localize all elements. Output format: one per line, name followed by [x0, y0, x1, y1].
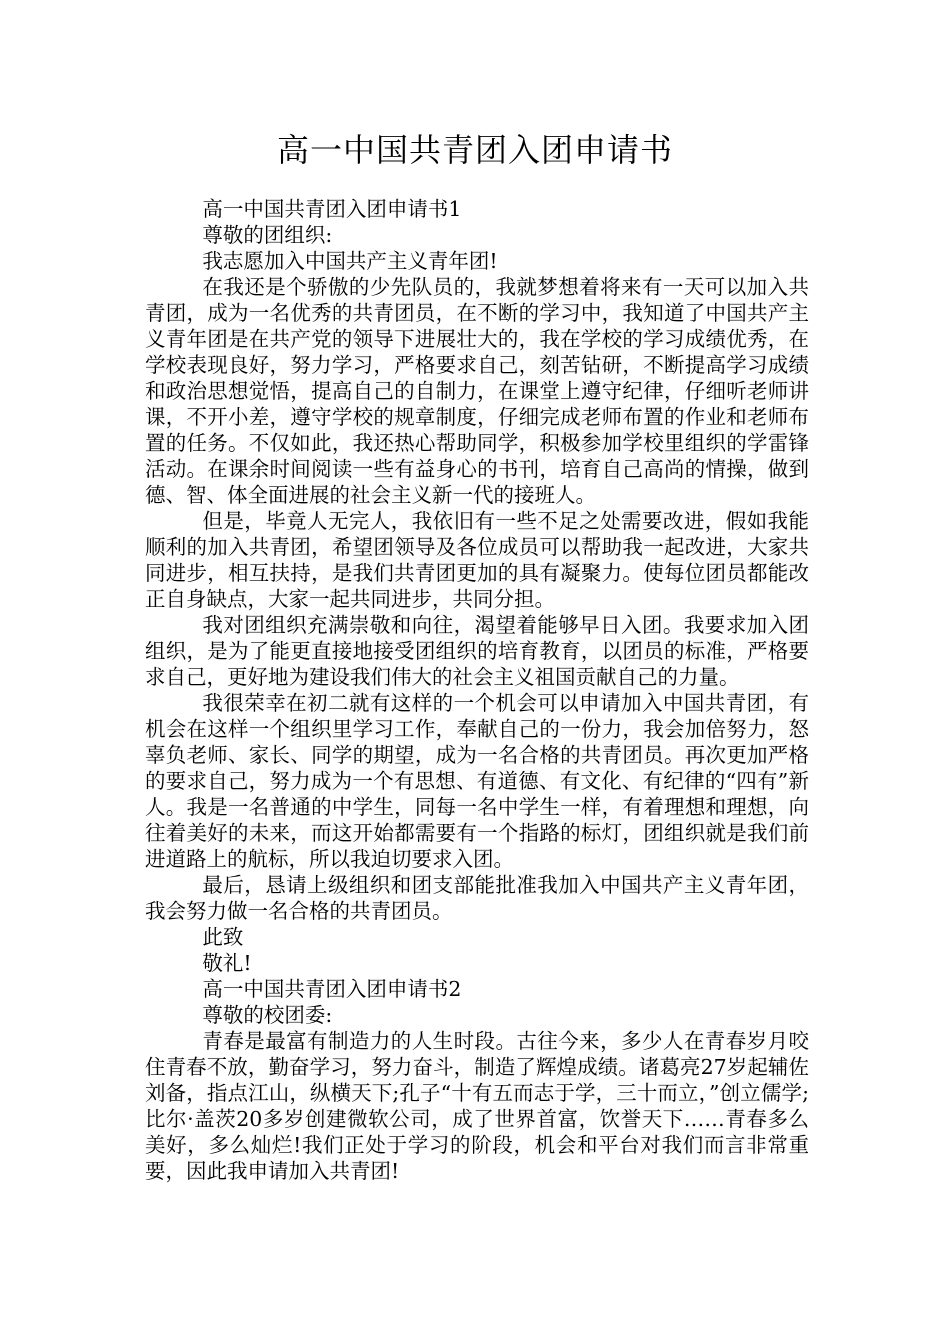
paragraph: 青春是最富有制造力的人生时段。古往今来，多少人在青春岁月咬住青春不放，勤奋学习，努力奋斗，制造了辉煌成绩。诸葛亮27岁起辅佐刘备，指点江山，纵横天下;孔子“十有五而志于学，三十而立，”创立儒学;比尔·盖茨20多岁创建微软公司，成了世界首富，饮誉天下……青春多么美好，多么灿烂!我们正处于学习的阶段，机会和平台对我们而言非常重要，因此我申请加入共青团!: [145, 1029, 809, 1183]
section-heading-1: 高一中国共青团入团申请书1: [202, 197, 462, 221]
salutation-1: 尊敬的团组织:: [202, 223, 333, 247]
paragraph: 我对团组织充满崇敬和向往，渴望着能够早日入团。我要求加入团组织，是为了能更直接地接受团组织的培育教育，以团员的标准，严格要求自己，更好地为建设我们伟大的社会主义祖国贡献自己的力量。: [145, 613, 809, 689]
closing-line: 敬礼!: [202, 951, 252, 975]
document-title: 高一中国共青团入团申请书: [276, 131, 673, 169]
paragraph: 最后，恳请上级组织和团支部能批准我加入中国共产主义青年团，我会努力做一名合格的共青团员。: [145, 873, 809, 923]
paragraph: 在我还是个骄傲的少先队员的，我就梦想着将来有一天可以加入共青团，成为一名优秀的共青团员，在不断的学习中，我知道了中国共产主义青年团是在共产党的领导下进展壮大的，我在学校的学习成绩优秀，在学校表现良好，努力学习，严格要求自己，刻苦钻研，不断提高学习成绩和政治思想觉悟，提高自己的自制力，在课堂上遵守纪律，仔细听老师讲课，不开小差，遵守学校的规章制度，仔细完成老师布置的作业和老师布置的任务。不仅如此，我还热心帮助同学，积极参加学校里组织的学雷锋活动。在课余时间阅读一些有益身心的书刊，培育自己高尚的情操，做到德、智、体全面进展的社会主义新一代的接班人。: [145, 275, 809, 507]
closing-line: 此致: [202, 925, 244, 949]
paragraph: 我很荣幸在初二就有这样的一个机会可以申请加入中国共青团，有机会在这样一个组织里学习工作，奉献自己的一份力，我会加倍努力，怒辜负老师、家长、同学的期望，成为一名合格的共青团员。再次更加严格的要求自己，努力成为一个有思想、有道德、有文化、有纪律的“四有”新人。我是一名普通的中学生，同每一名中学生一样，有着理想和理想，向往着美好的未来，而这开始都需要有一个指路的标灯，团组织就是我们前进道路上的航标，所以我迫切要求入团。: [145, 691, 809, 871]
section-heading-2: 高一中国共青团入团申请书2: [202, 977, 462, 1001]
paragraph: 我志愿加入中国共产主义青年团!: [202, 249, 498, 273]
salutation-2: 尊敬的校团委:: [202, 1003, 333, 1027]
document-body: [145, 196, 809, 1184]
paragraph: 但是，毕竟人无完人，我依旧有一些不足之处需要改进，假如我能顺利的加入共青团，希望团领导及各位成员可以帮助我一起改进，大家共同进步，相互扶持，是我们共青团更加的具有凝聚力。使每位团员都能改正自身缺点，大家一起共同进步，共同分担。: [145, 509, 809, 611]
